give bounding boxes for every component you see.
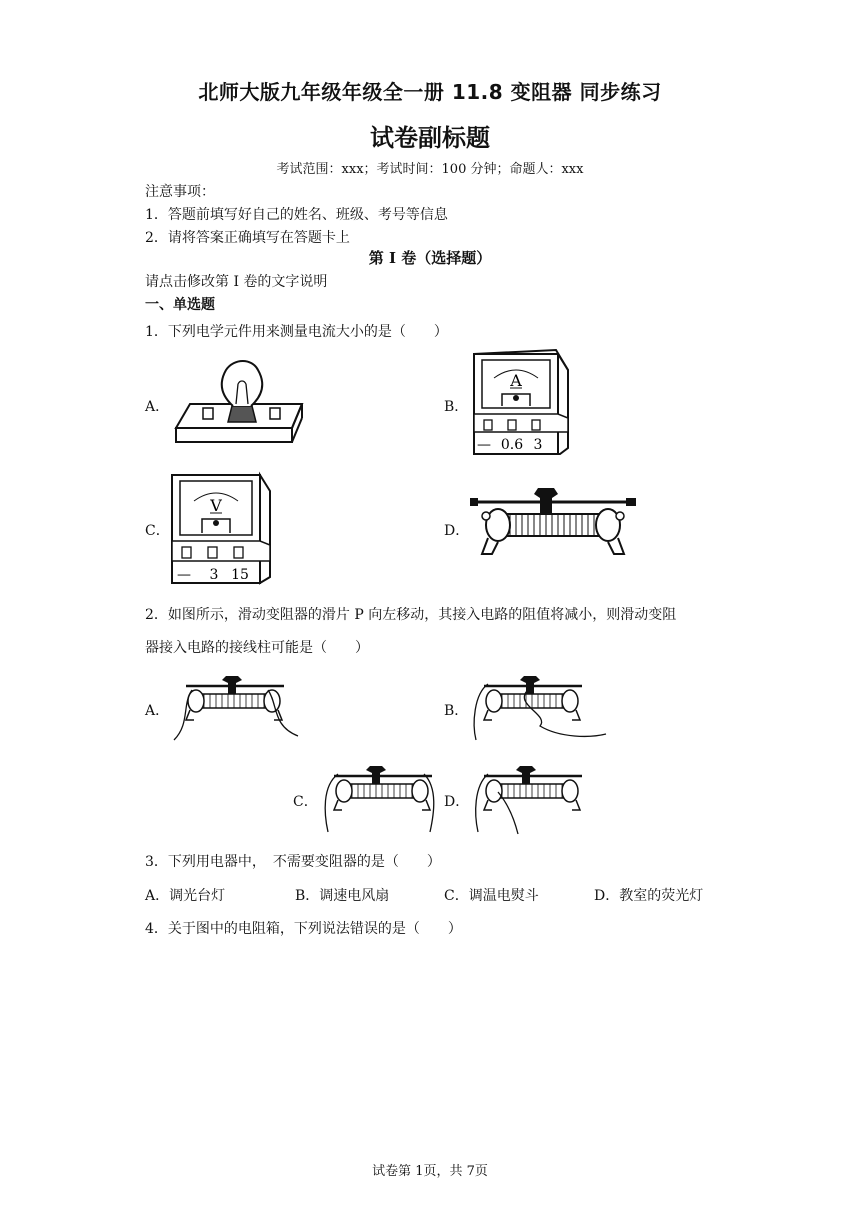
option-label: D． — [444, 523, 470, 539]
question-stem: 3．下列用电器中， 不需要变阻器的是（ ） — [145, 854, 441, 870]
option-text: D．教室的荧光灯 — [594, 888, 704, 904]
option-label: C． — [293, 794, 318, 810]
scale-label: 3 — [209, 567, 219, 583]
option-label: A． — [145, 399, 170, 415]
scale-label: — — [477, 437, 491, 453]
exam-info: 考试范围：xxx；考试时间：100 分钟；命题人：xxx — [276, 162, 584, 177]
option-label: A． — [145, 703, 170, 719]
sliding-rheostat-figure — [468, 488, 638, 560]
scale-label: 3 — [533, 437, 543, 453]
rheostat-wired-figure — [172, 674, 302, 744]
light-bulb-figure — [170, 356, 310, 452]
scale-label: 0.6 — [500, 437, 524, 453]
option-label: B． — [444, 399, 469, 415]
page-subtitle: 试卷副标题 — [370, 124, 490, 152]
part-instruction: 请点击修改第 I 卷的文字说明 — [145, 274, 328, 290]
rheostat-wired-figure — [470, 764, 600, 836]
option-label: C． — [145, 523, 170, 539]
question-stem-line: 2．如图所示，滑动变阻器的滑片 P 向左移动，其接入电路的阻值将减小，则滑动变阻 — [145, 607, 677, 623]
page-footer: 试卷第 1页，共 7页 — [372, 1164, 488, 1179]
part-heading: 第 I 卷（选择题） — [368, 249, 492, 267]
question-stem: 1．下列电学元件用来测量电流大小的是（ ） — [145, 324, 448, 340]
page-title: 北师大版九年级年级全一册 11.8 变阻器 同步练习 — [198, 80, 662, 104]
option-label: D． — [444, 794, 470, 810]
rheostat-wired-figure — [320, 764, 440, 836]
option-text: A．调光台灯 — [145, 888, 226, 904]
section-heading: 一、单选题 — [145, 297, 215, 313]
question-stem-line: 器接入电路的接线柱可能是（ ） — [145, 640, 369, 656]
note-item: 2．请将答案正确填写在答题卡上 — [145, 230, 350, 246]
rheostat-wired-figure — [470, 674, 610, 744]
option-label: B． — [444, 703, 469, 719]
note-item: 1．答题前填写好自己的姓名、班级、考号等信息 — [145, 207, 448, 223]
scale-label: — — [177, 567, 191, 583]
scale-label: 15 — [231, 567, 249, 583]
option-text: B．调速电风扇 — [295, 888, 390, 904]
notes-heading: 注意事项： — [145, 184, 215, 200]
voltmeter-figure — [170, 469, 274, 587]
ammeter-figure — [472, 348, 572, 458]
option-text: C．调温电熨斗 — [444, 888, 539, 904]
question-stem: 4．关于图中的电阻箱，下列说法错误的是（ ） — [145, 921, 462, 937]
meter-symbol: A — [510, 371, 522, 390]
meter-symbol: V — [210, 496, 222, 515]
